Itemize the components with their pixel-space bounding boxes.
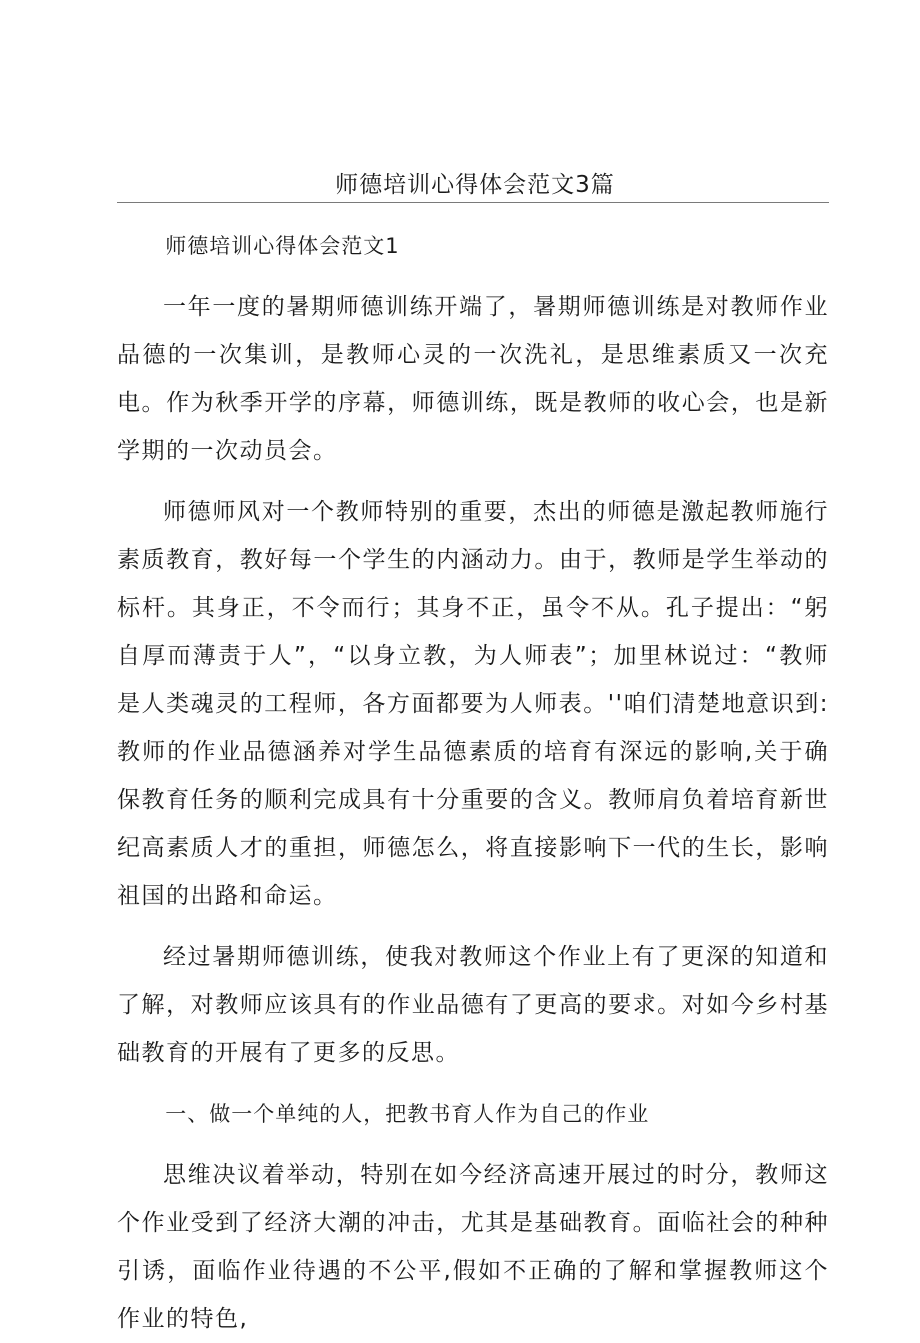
- spacer: [117, 475, 829, 488]
- paragraph-4: 思维决议着举动，特别在如今经济高速开展过的时分，教师这个作业受到了经济大潮的冲击，尤其是基础教育。面临社会的种种引诱，面临作业待遇的不公平,假如不正确的了解和掌握教师这个作业的特色,: [117, 1162, 829, 1332]
- paragraph-3: 经过暑期师德训练，使我对教师这个作业上有了更深的知道和了解，对教师应该具有的作业品德有了更高的要求。对如今乡村基础教育的开展有了更多的反思。: [117, 944, 829, 1066]
- document-title: 师德培训心得体会范文3篇: [335, 172, 615, 198]
- spacer: [117, 270, 829, 283]
- title-divider: [117, 202, 829, 203]
- spacer: [117, 1077, 829, 1090]
- paragraph-1: 一年一度的暑期师德训练开端了，暑期师德训练是对教师作业品德的一次集训，是教师心灵的一次洗礼，是思维素质又一次充电。作为秋季开学的序幕，师德训练，既是教师的收心会，也是新学期的一次动员会。: [117, 294, 829, 464]
- spacer: [117, 920, 829, 933]
- section-heading: 师德培训心得体会范文1: [165, 234, 400, 258]
- subheading-1: 一、做一个单纯的人，把教书育人作为自己的作业: [165, 1102, 650, 1126]
- spacer: [117, 1138, 829, 1151]
- document-body: [117, 222, 829, 1343]
- paragraph-2: 师德师风对一个教师特别的重要，杰出的师德是激起教师施行素质教育，教好每一个学生的内涵动力。由于，教师是学生举动的标杆。其身正，不令而行；其身不正，虽令不从。孔子提出：“躬自厚而薄责于人”，“以身立教，为人师表”；加里林说过：“教师是人类魂灵的工程师，各方面都要为人师表。''咱们清楚地意识到:教师的作业品德涵养对学生品德素质的培育有深远的影响,关于确保教育任务的顺利完成具有十分重要的含义。教师肩负着培育新世纪高素质人才的重担，师德怎么，将直接影响下一代的生长，影响祖国的出路和命运。: [117, 499, 829, 909]
